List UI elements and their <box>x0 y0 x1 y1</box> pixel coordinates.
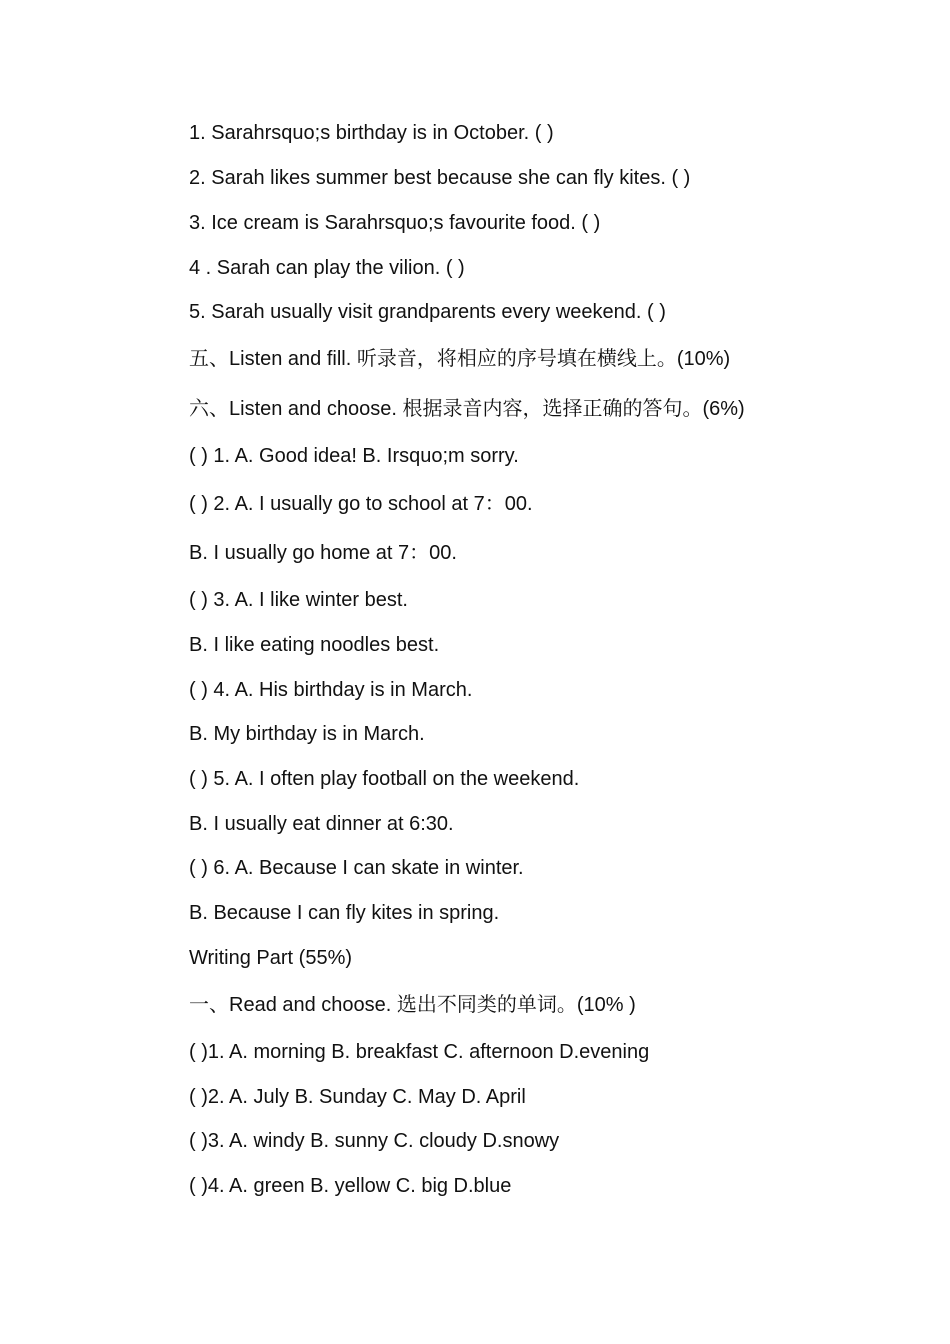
odd-one-out-4: ( )4. A. green B. yellow C. big D.blue <box>189 1175 512 1197</box>
choice-2-option-a: ( ) 2. A. I usually go to school at 7：00. <box>189 493 533 515</box>
odd-one-out-2: ( )2. A. July B. Sunday C. May D. April <box>189 1086 526 1108</box>
section-5-heading: 五、Listen and fill. 听录音，将相应的序号填在横线上。(10%) <box>189 348 731 370</box>
choice-1-options: ( ) 1. A. Good idea! B. Irsquo;m sorry. <box>189 445 519 467</box>
choice-5-option-a: ( ) 5. A. I often play football on the weekend. <box>189 768 580 790</box>
question-4-statement: 4 . Sarah can play the vilion. ( ) <box>189 257 465 279</box>
question-2-statement: 2. Sarah likes summer best because she can fly kites. ( ) <box>189 167 691 189</box>
odd-one-out-1: ( )1. A. morning B. breakfast C. afternoon D.evening <box>189 1041 650 1063</box>
odd-one-out-3: ( )3. A. windy B. sunny C. cloudy D.snowy <box>189 1130 560 1152</box>
choice-5-option-b: B. I usually eat dinner at 6:30. <box>189 813 454 835</box>
choice-2-option-b: B. I usually go home at 7：00. <box>189 542 457 564</box>
writing-section-1-heading: 一、Read and choose. 选出不同类的单词。(10% ) <box>189 994 636 1016</box>
question-1-statement: 1. Sarahrsquo;s birthday is in October. ( ) <box>189 122 554 144</box>
choice-4-option-a: ( ) 4. A. His birthday is in March. <box>189 679 473 701</box>
question-5-statement: 5. Sarah usually visit grandparents every weekend. ( ) <box>189 301 666 323</box>
choice-6-option-a: ( ) 6. A. Because I can skate in winter. <box>189 857 524 879</box>
question-3-statement: 3. Ice cream is Sarahrsquo;s favourite food. ( ) <box>189 212 601 234</box>
choice-3-option-a: ( ) 3. A. I like winter best. <box>189 589 408 611</box>
writing-part-heading: Writing Part (55%) <box>189 947 353 969</box>
choice-3-option-b: B. I like eating noodles best. <box>189 634 440 656</box>
section-6-heading: 六、Listen and choose. 根据录音内容，选择正确的答句。(6%) <box>189 398 745 420</box>
choice-4-option-b: B. My birthday is in March. <box>189 723 425 745</box>
choice-6-option-b: B. Because I can fly kites in spring. <box>189 902 500 924</box>
